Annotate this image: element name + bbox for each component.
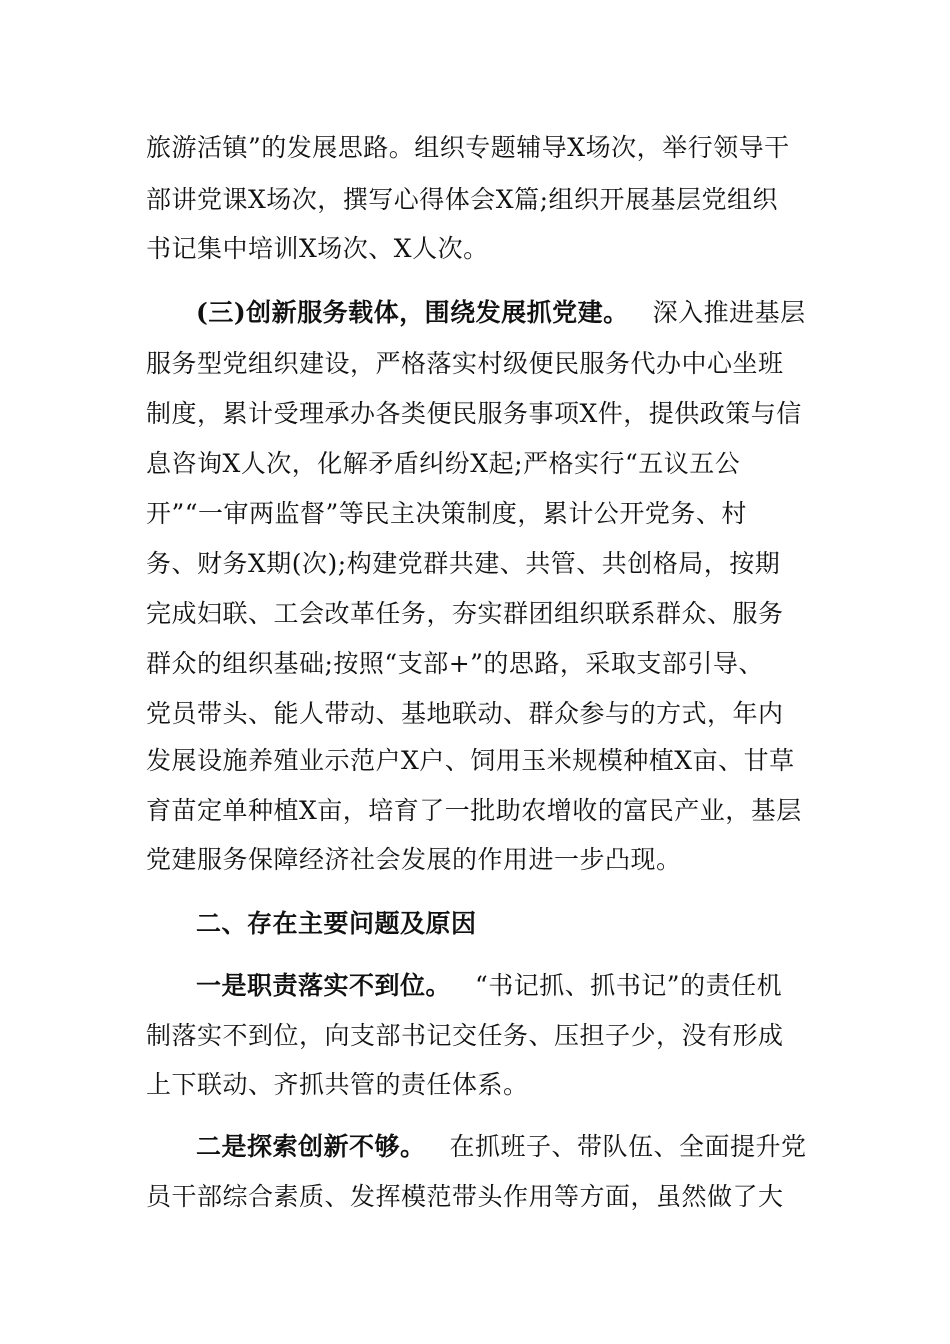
paragraph-3-line-3: 上下联动、齐抓共管的责任体系。 — [146, 1070, 529, 1099]
paragraph-2-line-11: 育苗定单种植X亩，培育了一批助农增收的富民产业，基层 — [146, 796, 802, 825]
paragraph-4-first-line — [196, 1131, 856, 1163]
paragraph-2-line-2: 服务型党组织建设，严格落实村级便民服务代办中心坐班 — [146, 349, 784, 378]
paragraph-1-line-1: 旅游活镇”的发展思路。组织专题辅导X场次，举行领导干 — [146, 133, 790, 162]
paragraph-2-first-line-text: 深入推进基层 — [652, 298, 806, 327]
paragraph-2-first-line — [196, 297, 856, 329]
paragraph-1-line-3: 书记集中培训X场次、X人次。 — [146, 234, 489, 263]
paragraph-3-line-2: 制落实不到位，向支部书记交任务、压担子少，没有形成 — [146, 1021, 784, 1050]
paragraph-4-heading: 二是探索创新不够。 — [196, 1132, 426, 1161]
paragraph-3-first-line — [196, 970, 856, 1002]
paragraph-4-first-line-text: 在抓班子、带队伍、全面提升党 — [449, 1132, 807, 1161]
paragraph-2-line-5: 开”“一审两监督”等民主决策制度，累计公开党务、村 — [146, 499, 747, 528]
paragraph-4-line-2: 员干部综合素质、发挥模范带头作用等方面，虽然做了大 — [146, 1182, 784, 1211]
paragraph-2-line-3: 制度，累计受理承办各类便民服务事项X件，提供政策与信 — [146, 399, 802, 428]
paragraph-2-line-7: 完成妇联、工会改革任务，夯实群团组织联系群众、服务 — [146, 599, 784, 628]
paragraph-2-heading: (三)创新服务载体，围绕发展抓党建。 — [196, 298, 629, 327]
section-title: 二、存在主要问题及原因 — [196, 909, 477, 938]
paragraph-2-line-8: 群众的组织基础;按照“支部+”的思路，采取支部引导、 — [146, 649, 764, 678]
paragraph-2-line-12: 党建服务保障经济社会发展的作用进一步凸现。 — [146, 845, 682, 874]
paragraph-2-line-6: 务、财务X期(次);构建党群共建、共管、共创格局，按期 — [146, 549, 781, 578]
paragraph-2-line-10: 发展设施养殖业示范户X户、饲用玉米规模种植X亩、甘草 — [146, 746, 795, 775]
paragraph-2-line-9: 党员带头、能人带动、基地联动、群众参与的方式，年内 — [146, 699, 784, 728]
paragraph-2-line-4: 息咨询X人次，化解矛盾纠纷X起;严格实行“五议五公 — [146, 449, 741, 478]
paragraph-3-first-line-text: “书记抓、抓书记”的责任机 — [475, 971, 783, 1000]
paragraph-3-heading: 一是职责落实不到位。 — [196, 971, 452, 1000]
paragraph-1-line-2: 部讲党课X场次，撰写心得体会X篇;组织开展基层党组织 — [146, 185, 779, 214]
